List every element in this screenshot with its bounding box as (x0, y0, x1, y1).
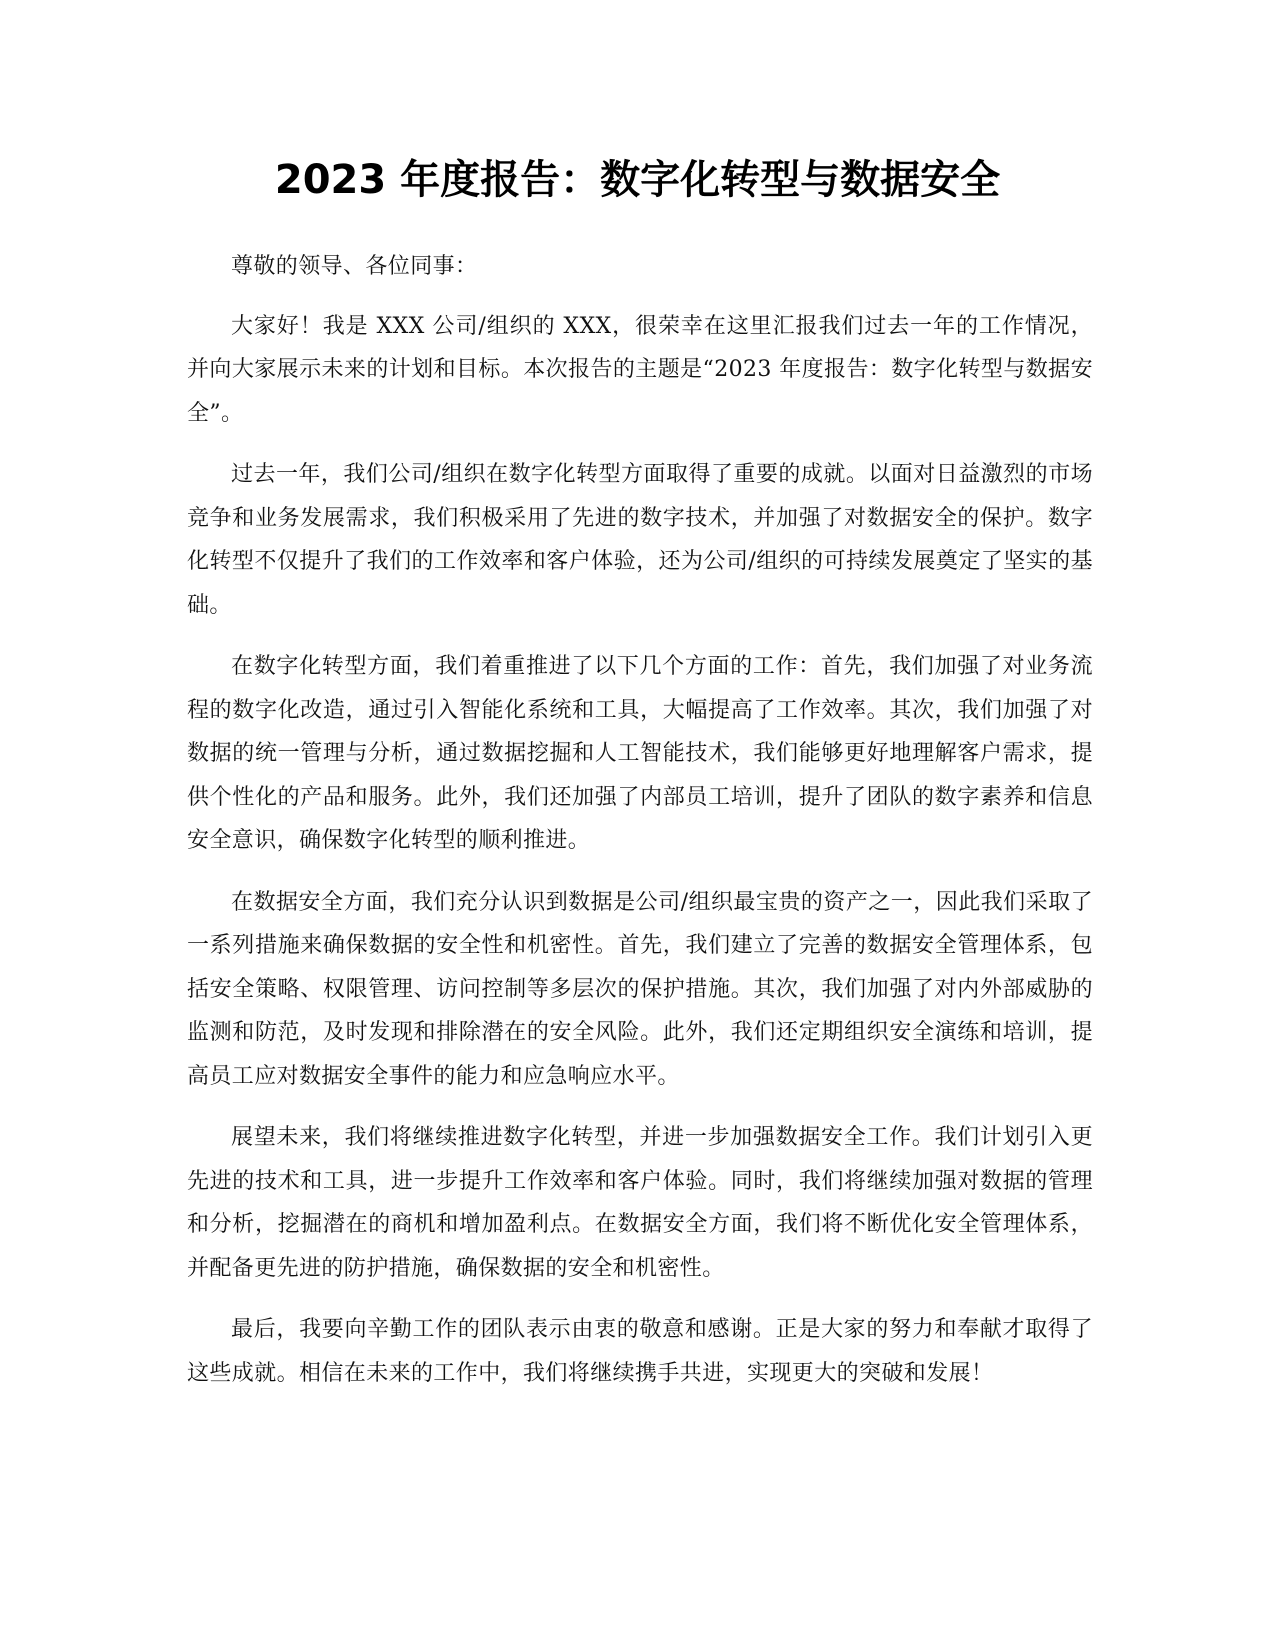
digital-transformation-paragraph: 在数字化转型方面，我们着重推进了以下几个方面的工作：首先，我们加强了对业务流程的数字化改造，通过引入智能化系统和工具，大幅提高了工作效率。其次，我们加强了对数据的统一管理与分析，通过数据挖掘和人工智能技术，我们能够更好地理解客户需求，提供个性化的产品和服务。此外，我们还加强了内部员工培训，提升了团队的数字素养和信息安全意识，确保数字化转型的顺利推进。 (187, 654, 1093, 853)
data-security-paragraph: 在数据安全方面，我们充分认识到数据是公司/组织最宝贵的资产之一，因此我们采取了一系列措施来确保数据的安全性和机密性。首先，我们建立了完善的数据安全管理体系，包括安全策略、权限管理、访问控制等多层次的保护措施。其次，我们加强了对内外部威胁的监测和防范，及时发现和排除潜在的安全风险。此外，我们还定期组织安全演练和培训，提高员工应对数据安全事件的能力和应急响应水平。 (187, 889, 1093, 1089)
document-body (187, 245, 1093, 1413)
outlook-paragraph: 展望未来，我们将继续推进数字化转型，并进一步加强数据安全工作。我们计划引入更先进的技术和工具，进一步提升工作效率和客户体验。同时，我们将继续加强对数据的管理和分析，挖掘潜在的商机和增加盈利点。在数据安全方面，我们将不断优化安全管理体系，并配备更先进的防护措施，确保数据的安全和机密性。 (187, 1125, 1093, 1281)
achievements-paragraph: 过去一年，我们公司/组织在数字化转型方面取得了重要的成就。以面对日益激烈的市场竞争和业务发展需求，我们积极采用了先进的数字技术，并加强了对数据安全的保护。数字化转型不仅提升了我们的工作效率和客户体验，还为公司/组织的可持续发展奠定了坚实的基础。 (187, 462, 1093, 618)
intro-paragraph: 大家好！我是 XXX 公司/组织的 XXX，很荣幸在这里汇报我们过去一年的工作情况，并向大家展示未来的计划和目标。本次报告的主题是“2023 年度报告：数字化转型与数据安全”。 (187, 313, 1093, 426)
closing-paragraph: 最后，我要向辛勤工作的团队表示由衷的敬意和感谢。正是大家的努力和奉献才取得了这些成就。相信在未来的工作中，我们将继续携手共进，实现更大的突破和发展！ (187, 1317, 1093, 1386)
salutation-paragraph: 尊敬的领导、各位同事： (231, 254, 478, 279)
document-title: 2023 年度报告：数字化转型与数据安全 (274, 157, 1001, 203)
